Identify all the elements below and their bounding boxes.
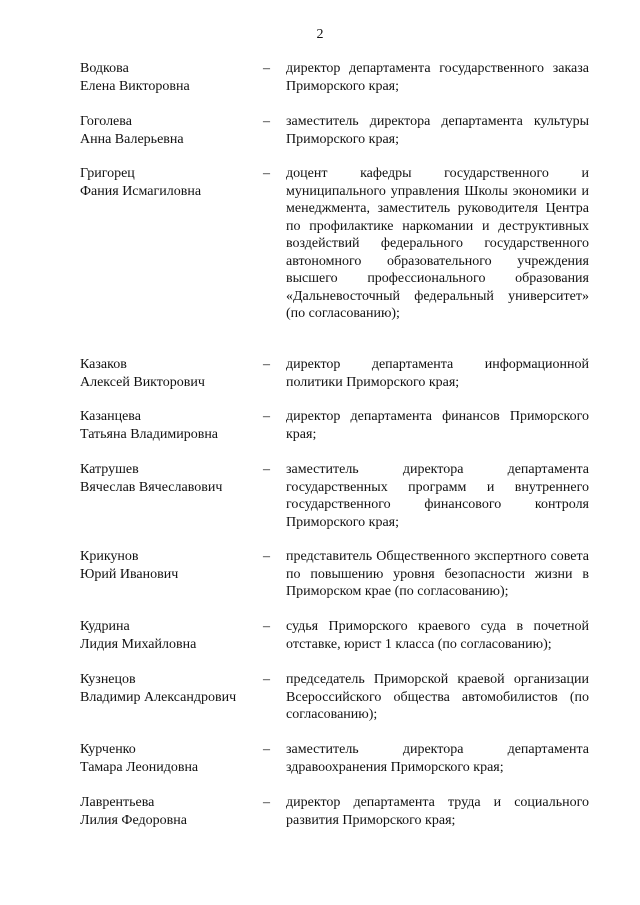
member-name <box>80 113 265 148</box>
member-role: директор департамента финансов Приморского края; <box>286 409 589 442</box>
member-surname: Кузнецов <box>80 672 136 687</box>
separator-dash: – <box>263 742 270 757</box>
member-surname: Григорец <box>80 166 135 181</box>
member-given-name: Вячеслав Вячеславович <box>80 479 223 495</box>
member-given-name: Тамара Леонидовна <box>80 759 199 775</box>
separator-dash: – <box>263 114 270 129</box>
member-surname: Крикунов <box>80 549 139 564</box>
member-surname: Катрушев <box>80 462 139 477</box>
member-given-name: Татьяна Владимировна <box>80 426 219 442</box>
member-given-name: Алексей Викторович <box>80 374 205 390</box>
separator-dash: – <box>263 672 270 687</box>
member-role: директор департамента государственного заказа Приморского края; <box>286 61 589 94</box>
member-role: председатель Приморской краевой организации Всероссийского общества автомобилистов (по согласованию); <box>286 672 589 722</box>
member-surname: Курченко <box>80 742 136 757</box>
member-given-name: Лидия Михайловна <box>80 636 197 652</box>
member-surname: Казаков <box>80 357 127 372</box>
separator-dash: – <box>263 795 270 810</box>
separator-dash: – <box>263 166 270 181</box>
member-name <box>80 794 265 829</box>
member-surname: Кудрина <box>80 619 130 634</box>
member-name <box>80 618 265 653</box>
member-role: доцент кафедры государственного и муниципального управления Школы экономики и менеджмента, заместитель руководителя Центра по профилактике наркомании и деструктивных воздействий федерального государственного автономного образовательного учреждения высшего профессионального образования «Дальневосточный федеральный университет» (по согласованию); <box>286 166 589 321</box>
member-surname: Казанцева <box>80 409 141 424</box>
member-name <box>80 671 265 706</box>
member-role: заместитель директора департамента государственных программ и внутреннего государственного финансового контроля Приморского края; <box>286 462 589 530</box>
member-given-name: Елена Викторовна <box>80 78 190 94</box>
separator-dash: – <box>263 409 270 424</box>
separator-dash: – <box>263 61 270 76</box>
member-given-name: Владимир Александрович <box>80 689 237 705</box>
member-name <box>80 60 265 95</box>
member-name <box>80 165 265 200</box>
member-given-name: Анна Валерьевна <box>80 131 184 147</box>
member-name <box>80 356 265 391</box>
member-surname: Гоголева <box>80 114 132 129</box>
member-surname: Лаврентьева <box>80 795 155 810</box>
member-role: директор департамента информационной политики Приморского края; <box>286 357 589 390</box>
member-given-name: Юрий Иванович <box>80 566 179 582</box>
member-role: заместитель директора департамента культуры Приморского края; <box>286 114 589 147</box>
page-number: 2 <box>316 27 324 42</box>
member-name <box>80 461 265 496</box>
member-role: представитель Общественного экспертного совета по повышению уровня безопасности жизни в Приморском крае (по согласованию); <box>286 549 589 599</box>
separator-dash: – <box>263 549 270 564</box>
separator-dash: – <box>263 462 270 477</box>
member-name <box>80 741 265 776</box>
separator-dash: – <box>263 619 270 634</box>
member-given-name: Лилия Федоровна <box>80 812 187 828</box>
member-given-name: Фания Исмагиловна <box>80 183 202 199</box>
separator-dash: – <box>263 357 270 372</box>
member-name <box>80 548 265 583</box>
member-role: судья Приморского краевого суда в почетной отставке, юрист 1 класса (по согласованию); <box>286 619 589 652</box>
member-name <box>80 408 265 443</box>
member-role: директор департамента труда и социального развития Приморского края; <box>286 795 589 828</box>
member-surname: Водкова <box>80 61 129 76</box>
member-role: заместитель директора департамента здравоохранения Приморского края; <box>286 742 589 775</box>
